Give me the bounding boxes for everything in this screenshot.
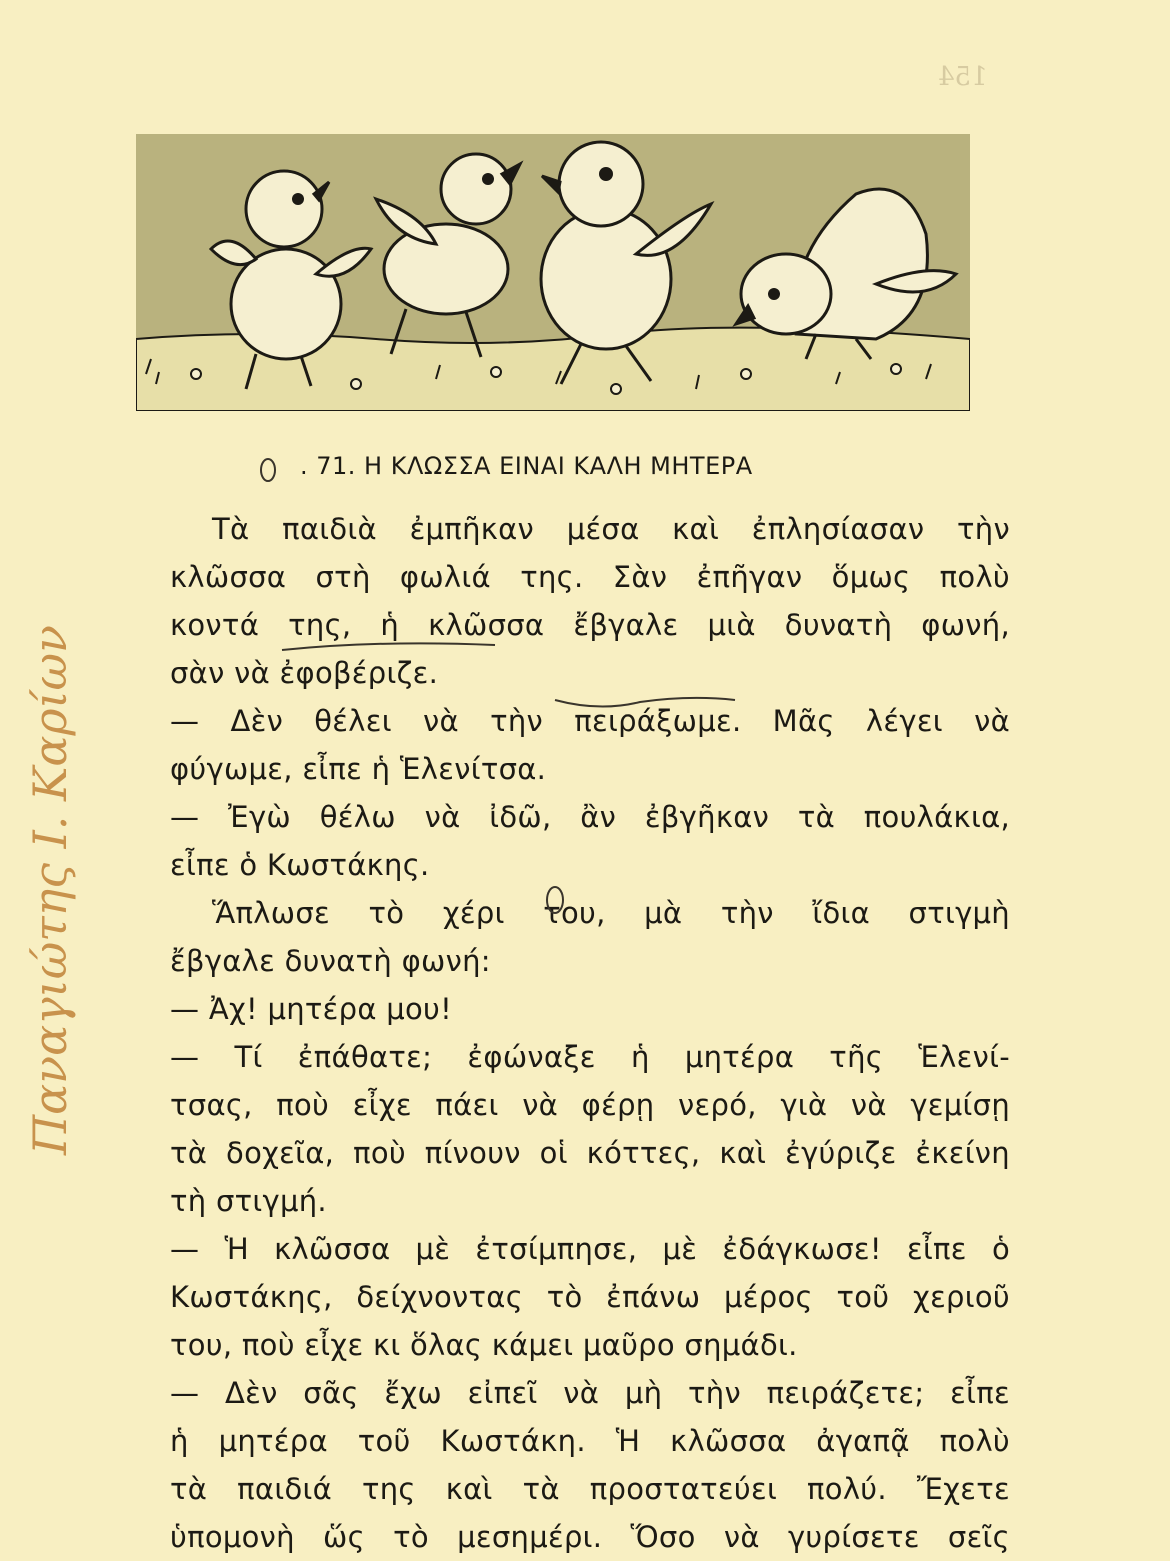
text-line: — Δὲν θέλει νὰ τὴν πειράξωμε. Μᾶς λέγει νὰ (170, 704, 1010, 738)
story-text (170, 505, 1010, 1561)
text-line: ἡ μητέρα τοῦ Κωστάκη. Ἡ κλῶσσα ἀγαπᾷ πολὺ (170, 1424, 1010, 1458)
text-line: — Ἀχ! μητέρα μου! (170, 992, 453, 1026)
text-line: τὰ δοχεῖα, ποὺ πίνουν οἱ κόττες, καὶ ἐγύριζε ἐκείνη (170, 1136, 1010, 1170)
handwritten-margin-note (20, 624, 80, 1156)
text-line: τὰ παιδιά της καὶ τὰ προστατεύει πολύ. Ἔχετε (170, 1472, 1010, 1506)
text-line: κοντά της, ἡ κλῶσσα ἔβγαλε μιὰ δυνατὴ φωνή, (170, 608, 1010, 642)
text-line: εἶπε ὁ Κωστάκης. (170, 848, 430, 882)
text-line: ἔβγαλε δυνατὴ φωνή: (170, 944, 491, 978)
text-line: του, ποὺ εἶχε κι ὅλας κάμει μαῦρο σημάδι. (170, 1328, 798, 1362)
chapter-title: . 71. Η ΚΛΩΣΣΑ ΕΙΝΑΙ ΚΑΛΗ ΜΗΤΕΡΑ (300, 452, 753, 480)
text-line: ὑπομονὴ ὥς τὸ μεσημέρι. Ὅσο νὰ γυρίσετε σεῖς (170, 1520, 1010, 1554)
text-line: σὰν νὰ ἐφοβέριζε. (170, 656, 439, 690)
text-line: — Δὲν σᾶς ἔχω εἰπεῖ νὰ μὴ τὴν πειράζετε; εἶπε (170, 1376, 1010, 1410)
text-line: — Ἡ κλῶσσα μὲ ἐτσίμπησε, μὲ ἐδάγκωσε! εἶπε ὁ (170, 1232, 1010, 1266)
text-line: Τὰ παιδιὰ ἐμπῆκαν μέσα καὶ ἐπλησίασαν τὴν (212, 512, 1010, 546)
text-line: κλῶσσα στὴ φωλιά της. Σὰν ἐπῆγαν ὅμως πολὺ (170, 560, 1010, 594)
text-line: τσας, ποὺ εἶχε πάει νὰ φέρῃ νερό, γιὰ νὰ γεμίσῃ (170, 1088, 1010, 1122)
chicks-illustration (136, 134, 970, 411)
text-line: Ἅπλωσε τὸ χέρι του, μὰ τὴν ἴδια στιγμὴ (212, 896, 1010, 930)
text-line: τὴ στιγμή. (170, 1184, 327, 1218)
margin-note-text: Παναγιώτης Ι. Καρίων (23, 624, 77, 1156)
text-line: Κωστάκης, δείχνοντας τὸ ἐπάνω μέρος τοῦ χεριοῦ (170, 1280, 1010, 1314)
page-number-bleedthrough: 154 (938, 62, 988, 92)
text-line: — Ἐγὼ θέλω νὰ ἰδῶ, ἂν ἐβγῆκαν τὰ πουλάκια, (170, 800, 1010, 834)
text-line: — Τί ἐπάθατε; ἐφώναξε ἡ μητέρα τῆς Ἑλενί- (170, 1040, 1010, 1074)
text-line: φύγωμε, εἶπε ἡ Ἑλενίτσα. (170, 752, 547, 786)
